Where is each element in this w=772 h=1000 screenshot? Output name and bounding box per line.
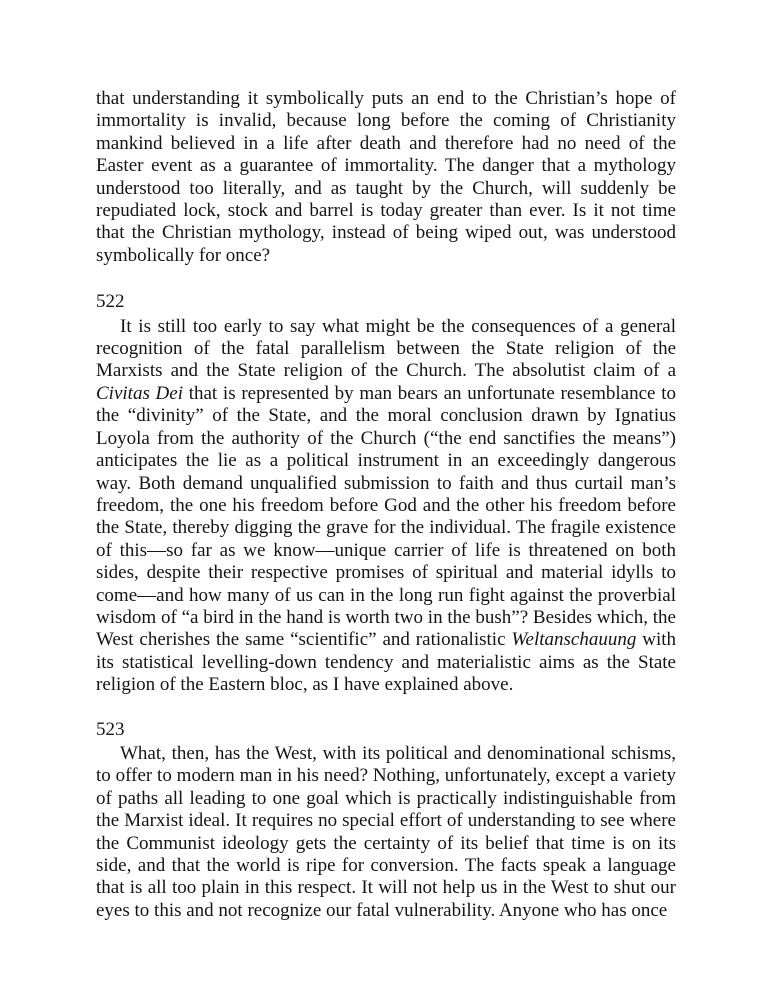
paragraph-text: that understanding it symbolically puts an end to the Christian’s hope of immortality is invalid, because long before the coming of Christianity mankind believed in a life after death and therefore had no need of the Easter event as a guarantee of immortality. The danger that a mythology understood too literally, and as taught by the Church, will suddenly be repudiated lock, stock and barrel is today greater than ever. Is it not time that the Christian mythology, instead of being wiped out, was understood symbolically for once? (96, 88, 676, 266)
italic-term: Civitas Dei (96, 382, 183, 404)
paragraph-number: 522 (96, 291, 125, 313)
paragraph-text: that is represented by man bears an unfortunate resemblance to the “divinity” of the State, and the moral conclusion drawn by Ignatius Loyola from the authority of the Church (“the end sanctifies the means”) anticipates the lie as a political instrument in an exceedingly dangerous way. Both demand unqualified submission to faith and thus curtail man’s freedom, the one his freedom before God and the other his freedom before the State, thereby digging the grave for the individual. The fragile existence of this—so far as we know—unique carrier of life is threatened on both sides, despite their respective promises of spiritual and material idylls to come—and how many of us can in the long run fight against the proverbial wisdom of “a bird in the hand is worth two in the bush”? Besides which, the West cherishes the same “scientific” and rationalistic (96, 382, 676, 651)
paragraph-522 (96, 316, 676, 697)
paragraph-number: 523 (96, 718, 125, 740)
book-page (96, 88, 676, 922)
paragraph-text: It is still too early to say what might be the consequences of a general recognition of the fatal parallelism between the State religion of the Marxists and the State religion of the Church. The absolutist claim of a (96, 315, 676, 382)
paragraph-text: with its statistical levelling-down tendency and materialistic aims as the State religion of the Eastern bloc, as I have explained above. (96, 629, 677, 696)
paragraph-523 (96, 743, 676, 922)
paragraph-continued (96, 88, 676, 267)
italic-term: Weltanschauung (511, 629, 637, 651)
paragraph-text: What, then, has the West, with its political and denominational schisms, to offer to modern man in his need? Nothing, unfortunately, except a variety of paths all leading to one goal which is practically indistinguishable from the Marxist ideal. It requires no special effort of understanding to see where the Communist ideology gets the certainty of its belief that time is on its side, and that the world is ripe for conversion. The facts speak a language that is all too plain in this respect. It will not help us in the West to shut our eyes to this and not recognize our fatal vulnerability. Anyone who has once (96, 742, 676, 921)
